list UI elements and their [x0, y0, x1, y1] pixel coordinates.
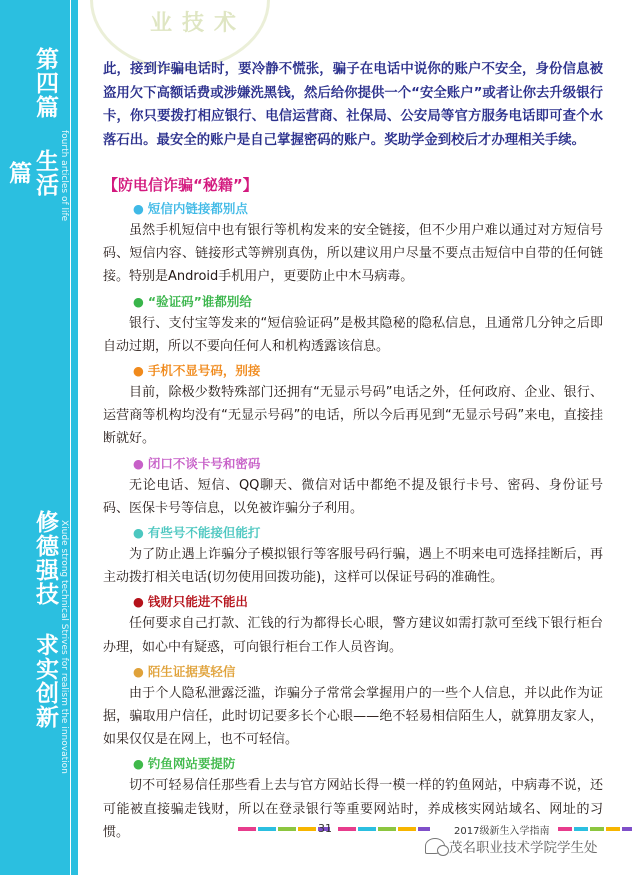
footer-color-bar [590, 827, 604, 831]
footer-color-bar [558, 827, 572, 831]
footer-color-bar [606, 827, 620, 831]
tip-heading-text: 钱财只能进不能出 [147, 594, 248, 610]
sidebar-motto-1: 修德强技 [32, 510, 58, 606]
tip-body: 目前，除极少数特殊部门还拥有“无显示号码”电话之外，任何政府、企业、银行、运营商等机构均没有“无显示号码”的电话，所以今后再见到“无显示号码”来电，直接挂断就好。 [103, 385, 603, 447]
tip-heading-text: 闭口不谈卡号和密码 [147, 455, 261, 471]
sidebar-divider [70, 0, 71, 875]
footer-color-bar [574, 827, 588, 831]
tip-heading-text: 陌生证据莫轻信 [147, 663, 236, 679]
tip-body: 任何要求自己打款、汇钱的行为都得长心眼，警方建议如需打款可至线下银行柜台办理，如心中有疑惑，可向银行柜台工作人员咨询。 [103, 616, 603, 655]
footer-color-bar [338, 827, 356, 831]
sidebar-band [0, 0, 78, 875]
tip-heading [133, 661, 603, 682]
footer-color-bar [398, 827, 416, 831]
tip-heading [133, 291, 603, 312]
wechat-icon [425, 838, 445, 854]
tip-heading [133, 753, 603, 774]
sidebar-english-bottom: Xiude strong technical Strives for realism the innovation [59, 520, 69, 774]
tip-heading-text: 手机不显号码，别接 [147, 363, 261, 379]
guide-label: 2017级新生入学指南 [454, 826, 550, 837]
bullet-dot-icon: ● [133, 363, 144, 379]
watermark-text: 茂名职业技术学院学生处 [449, 840, 598, 856]
tip-heading [133, 522, 603, 543]
footer-color-bar [358, 827, 376, 831]
tip-body: 由于个人隐私泄露泛滥，诈骗分子常常会掌握用户的一些个人信息，并以此作为证据，骗取用户信任，此时切记要多长个心眼——绝不轻易相信陌生人，就算朋友家人，如果仅仅是在网上，也不可轻信。 [103, 685, 603, 748]
footer-color-bar [418, 827, 430, 831]
section-title: 【防电信诈骗“秘籍”】 [103, 176, 258, 194]
tip-heading-text: 有些号不能接但能打 [147, 525, 261, 541]
sidebar-chapter-subtitle: 生活篇 [5, 149, 58, 197]
tip-body: 无论电话、短信、QQ聊天、微信对话中都绝不提及银行卡号、密码、身份证号码、医保卡号等信息，以免被诈骗分子利用。 [103, 477, 603, 516]
article-content [103, 58, 603, 844]
bullet-dot-icon: ● [133, 455, 144, 471]
bullet-dot-icon: ● [133, 594, 144, 610]
tip-body: 银行、支付宝等发来的“短信验证码”是极其隐秘的隐私信息，且通常几分钟之后即自动过期，所以不要向任何人和机构透露该信息。 [103, 315, 603, 354]
footer-color-bar [298, 827, 316, 831]
wechat-watermark [425, 836, 598, 856]
footer-color-bar [258, 827, 276, 831]
bullet-dot-icon: ● [133, 663, 144, 679]
footer-color-bar [278, 827, 296, 831]
sidebar-english-top: fourth articles of life [59, 130, 69, 222]
intro-paragraph: 此，接到诈骗电话时，要冷静不慌张，骗子在电话中说你的账户不安全，身份信息被盗用欠下高额话费或涉嫌洗黑钱，然后给你提供一个“安全账户”或者让你去升级银行卡，你只要拨打相应银行、电信运营商、社保局、公安局等官方服务电话即可查个水落石出。最安全的账户是自己掌握密码的账户。奖助学金到校后才办理相关手续。 [103, 62, 603, 148]
tip-body: 为了防止遇上诈骗分子模拟银行等客服号码行骗，遇上不明来电可选择挂断后，再主动拨打相关电话(切勿使用回拨功能)，这样可以保证号码的准确性。 [103, 547, 603, 586]
tips-list [103, 198, 603, 844]
tip-heading-text: “验证码”谁都别给 [147, 293, 252, 309]
tip-heading [133, 360, 603, 381]
seal-lettering: 业技术 [150, 10, 247, 36]
sidebar-motto-2: 求实创新 [32, 633, 58, 729]
bullet-dot-icon: ● [133, 756, 144, 772]
tip-heading [133, 198, 603, 219]
tip-body: 虽然手机短信中也有银行等机构发来的安全链接，但不少用户难以通过对方短信号码、短信内容、链接形式等辨别真伪，所以建议用户尽量不要点击短信中自带的任何链接。特别是Android手机用户，更要防止中木马病毒。 [103, 223, 603, 285]
tip-heading [133, 591, 603, 612]
tip-heading-text: 钓鱼网站要提防 [147, 756, 236, 772]
footer-color-bar [378, 827, 396, 831]
tip-heading [133, 453, 603, 474]
tip-heading-text: 短信内链接都别点 [147, 201, 248, 216]
tip-body: 切不可轻易信任那些看上去与官方网站长得一模一样的钓鱼网站，中病毒不说，还可能被直接骗走钱财，所以在登录银行等重要网站时，养成核实网站域名、网址的习惯。 [103, 778, 603, 840]
bullet-dot-icon: ● [133, 293, 144, 309]
bullet-dot-icon: ● [133, 201, 144, 216]
sidebar-chapter-title: 第四篇 [32, 47, 58, 119]
footer-color-bar [238, 827, 256, 831]
page-number: 31 [318, 822, 332, 835]
bullet-dot-icon: ● [133, 525, 144, 541]
footer-color-bar [622, 827, 632, 831]
